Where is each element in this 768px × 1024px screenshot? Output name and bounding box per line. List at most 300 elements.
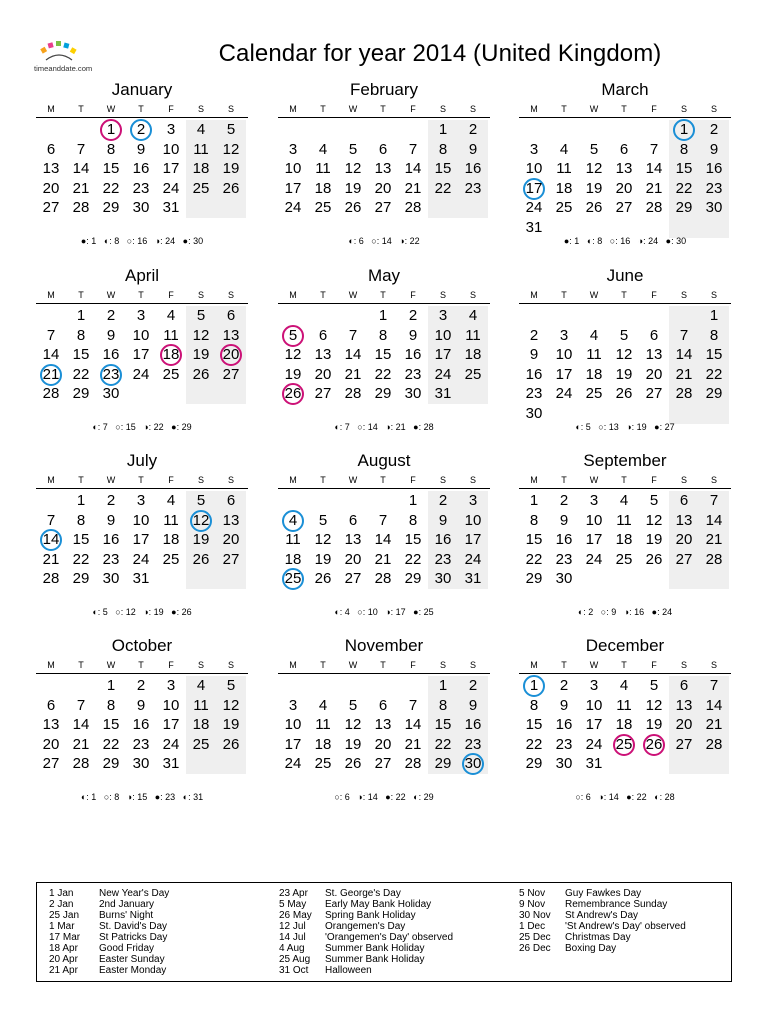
day-cell: 9	[468, 696, 478, 714]
day-cell: 15	[525, 716, 543, 734]
weekday-label: T	[78, 660, 84, 670]
day-cell: 16	[555, 531, 573, 549]
day-cell: 20	[222, 346, 240, 364]
weekday-label: F	[651, 475, 657, 485]
day-cell: 24	[585, 735, 603, 753]
day-cell: 10	[162, 696, 180, 714]
day-cell: 14	[344, 346, 362, 364]
day-cell: 27	[374, 199, 392, 217]
holiday-row	[519, 943, 739, 954]
day-cell: 5	[348, 696, 358, 714]
month-name: May	[367, 266, 401, 285]
weekday-label: S	[680, 290, 687, 300]
weekday-label: M	[530, 475, 538, 485]
day-cell: 5	[226, 677, 236, 694]
weekday-label: T	[621, 104, 627, 114]
day-cell: 9	[559, 511, 569, 529]
day-cell: 8	[106, 140, 116, 158]
day-cell: 30	[102, 570, 120, 588]
day-cell: 16	[102, 346, 120, 364]
day-cell: 26	[192, 550, 210, 568]
day-cell: 7	[46, 326, 56, 344]
day-cell: 13	[675, 511, 693, 529]
holiday-name: St Andrew's Day	[565, 910, 639, 921]
day-cell: 20	[42, 179, 60, 197]
day-cell: 29	[404, 570, 422, 588]
weekday-label: F	[651, 290, 657, 300]
day-cell: 30	[102, 385, 120, 403]
day-cell: 11	[465, 326, 481, 344]
day-cell: 16	[102, 531, 120, 549]
day-cell: 13	[374, 160, 392, 178]
day-cell: 10	[585, 511, 603, 529]
weekday-label: S	[197, 475, 204, 485]
day-cell: 13	[42, 160, 60, 178]
weekday-label: F	[168, 290, 174, 300]
day-cell: 18	[314, 735, 332, 753]
weekday-label: W	[589, 290, 599, 300]
day-cell: 20	[675, 531, 693, 549]
day-cell: 6	[46, 140, 56, 158]
day-cell: 31	[162, 755, 180, 773]
day-cell: 12	[192, 326, 210, 344]
month-name: August	[357, 451, 411, 470]
day-cell: 6	[679, 677, 689, 694]
month-name: March	[601, 80, 649, 99]
month-april	[36, 266, 248, 446]
weekday-label: F	[410, 290, 416, 300]
weekday-label: M	[530, 660, 538, 670]
day-cell: 25	[615, 550, 633, 568]
day-cell: 20	[615, 179, 633, 197]
day-cell: 26	[192, 365, 210, 383]
day-cell: 18	[314, 179, 332, 197]
moon-phases: ○: 6 ◑: 14 ●: 22 ◐: 28	[575, 792, 675, 802]
day-cell: 25	[615, 735, 633, 753]
day-cell: 16	[434, 531, 452, 549]
day-cell: 22	[404, 550, 422, 568]
day-cell: 19	[585, 179, 603, 197]
day-cell: 2	[438, 492, 448, 509]
day-cell: 19	[615, 365, 633, 383]
day-cell: 25	[162, 365, 180, 383]
day-cell: 11	[315, 716, 331, 734]
holiday-name: Halloween	[325, 965, 372, 976]
day-cell: 20	[344, 550, 362, 568]
header-rule	[278, 303, 490, 304]
day-cell: 24	[585, 550, 603, 568]
day-cell: 13	[645, 346, 663, 364]
weekday-label: T	[320, 475, 326, 485]
day-cell: 9	[438, 511, 448, 529]
day-cell: 27	[675, 735, 693, 753]
holiday-name: Orangemen's Day	[325, 921, 406, 932]
weekday-label: F	[410, 475, 416, 485]
holiday-date: 21 Apr	[49, 965, 78, 976]
day-cell: 18	[192, 160, 210, 178]
day-cell: 29	[72, 570, 90, 588]
holiday-row	[519, 932, 739, 943]
holiday-date: 1 Mar	[49, 921, 75, 932]
page-title: Calendar for year 2014 (United Kingdom)	[218, 40, 662, 67]
day-cell: 3	[589, 492, 599, 509]
day-cell: 2	[408, 307, 418, 324]
holiday-name: Early May Bank Holiday	[325, 899, 432, 910]
day-cell: 11	[616, 696, 632, 714]
day-cell: 26	[314, 570, 332, 588]
weekday-label: S	[197, 290, 204, 300]
header-rule	[519, 673, 731, 674]
day-cell: 16	[404, 346, 422, 364]
month-name: December	[585, 636, 665, 655]
day-cell: 29	[525, 755, 543, 773]
month-may	[278, 266, 490, 446]
day-cell: 8	[709, 326, 719, 344]
logo-text: timeanddate.com	[34, 64, 93, 73]
month-name: October	[111, 636, 173, 655]
day-cell: 17	[162, 160, 180, 178]
weekday-label: T	[78, 104, 84, 114]
holiday-row	[279, 954, 499, 965]
day-cell: 22	[525, 735, 543, 753]
day-cell: 20	[314, 365, 332, 383]
day-cell: 17	[162, 716, 180, 734]
day-cell: 12	[645, 511, 663, 529]
day-cell: 22	[374, 365, 392, 383]
holiday-name: Guy Fawkes Day	[565, 888, 642, 899]
holiday-name: 'Orangemen's Day' observed	[325, 932, 454, 943]
day-cell: 1	[709, 307, 719, 324]
weekday-label: M	[289, 660, 297, 670]
day-cell: 16	[132, 160, 150, 178]
holiday-date: 2 Jan	[49, 899, 74, 910]
day-cell: 8	[76, 326, 86, 344]
weekday-label: F	[168, 104, 174, 114]
day-cell: 7	[649, 140, 659, 158]
weekday-header	[36, 475, 248, 487]
day-cell: 13	[222, 326, 240, 344]
day-cell: 10	[132, 326, 150, 344]
day-cell: 16	[464, 160, 482, 178]
day-cell: 30	[132, 755, 150, 773]
day-cell: 16	[132, 716, 150, 734]
weekday-label: S	[710, 104, 717, 114]
holiday-date: 5 May	[279, 899, 307, 910]
day-cell: 29	[525, 570, 543, 588]
month-march	[519, 80, 731, 260]
day-cell: 25	[162, 550, 180, 568]
day-cell: 10	[284, 160, 302, 178]
day-cell: 22	[434, 735, 452, 753]
header-rule	[519, 303, 731, 304]
month-august	[278, 451, 490, 631]
weekday-label: T	[561, 660, 567, 670]
day-cell: 22	[102, 735, 120, 753]
day-cell: 21	[404, 735, 422, 753]
day-cell: 18	[585, 365, 603, 383]
day-cell: 15	[705, 346, 723, 364]
weekday-label: S	[227, 660, 234, 670]
day-cell: 8	[76, 511, 86, 529]
day-cell: 9	[559, 696, 569, 714]
logo-rays-icon	[40, 41, 76, 60]
weekday-label: S	[197, 104, 204, 114]
day-cell: 28	[404, 199, 422, 217]
weekday-label: S	[469, 660, 476, 670]
day-cell: 24	[464, 550, 482, 568]
month-january	[36, 80, 248, 260]
day-cell: 3	[136, 307, 146, 324]
day-cell: 23	[705, 179, 723, 197]
day-cell: 24	[284, 199, 302, 217]
day-cell: 26	[222, 735, 240, 753]
weekday-label: W	[348, 290, 358, 300]
moon-phases: ●: 1 ◐: 8 ○: 16 ◑: 24 ●: 30	[563, 236, 687, 246]
day-cell: 29	[434, 755, 452, 773]
day-cell: 20	[374, 735, 392, 753]
day-cell: 27	[374, 755, 392, 773]
day-cell: 26	[284, 385, 302, 403]
holiday-date: 17 Mar	[49, 932, 81, 943]
day-cell: 14	[42, 346, 60, 364]
day-cell: 2	[468, 677, 478, 694]
day-cell: 16	[555, 716, 573, 734]
day-cell: 5	[649, 492, 659, 509]
day-cell: 24	[555, 385, 573, 403]
day-cell: 14	[404, 160, 422, 178]
weekday-label: T	[561, 104, 567, 114]
day-cell: 11	[616, 511, 632, 529]
day-cell: 2	[709, 121, 719, 138]
day-cell: 2	[106, 492, 116, 509]
moon-phases: ◐: 4 ○: 10 ◑: 17 ●: 25	[334, 607, 434, 617]
day-cell: 1	[106, 121, 116, 138]
day-cell: 17	[132, 531, 150, 549]
month-july	[36, 451, 248, 631]
day-cell: 9	[709, 140, 719, 158]
holiday-name: Burns' Night	[99, 910, 154, 921]
month-december	[519, 636, 731, 816]
holiday-row	[279, 943, 499, 954]
moon-phases: ◐: 5 ○: 13 ◑: 19 ●: 27	[575, 422, 675, 432]
day-cell: 3	[166, 677, 176, 694]
day-cell: 4	[619, 677, 629, 694]
holiday-name: Spring Bank Holiday	[325, 910, 416, 921]
header-rule	[519, 488, 731, 489]
day-cell: 24	[434, 365, 452, 383]
holiday-row	[49, 932, 269, 943]
day-cell: 7	[679, 326, 689, 344]
day-cell: 4	[619, 492, 629, 509]
day-cell: 19	[344, 735, 362, 753]
day-cell: 3	[288, 696, 298, 714]
day-cell: 27	[344, 570, 362, 588]
weekday-header	[36, 660, 248, 672]
holiday-row	[49, 910, 269, 921]
holiday-date: 12 Jul	[279, 921, 306, 932]
day-cell: 2	[136, 677, 146, 694]
day-cell: 31	[585, 755, 603, 773]
weekday-label: F	[651, 660, 657, 670]
holiday-row	[519, 910, 739, 921]
day-cell: 28	[72, 755, 90, 773]
day-cell: 10	[132, 511, 150, 529]
day-cell: 15	[102, 716, 120, 734]
holiday-date: 25 Aug	[279, 954, 311, 965]
holiday-row	[49, 954, 269, 965]
day-cell: 6	[378, 140, 388, 158]
header-rule	[519, 117, 731, 118]
day-cell: 5	[348, 140, 358, 158]
holiday-row	[519, 921, 739, 932]
day-cell: 31	[525, 219, 543, 236]
weekday-header	[519, 475, 731, 487]
weekday-label: T	[320, 290, 326, 300]
day-cell: 25	[314, 199, 332, 217]
day-cell: 5	[226, 121, 236, 138]
day-cell: 3	[166, 121, 176, 138]
day-cell: 21	[404, 179, 422, 197]
day-cell: 19	[645, 716, 663, 734]
weekday-label: F	[651, 104, 657, 114]
moon-phases: ◐: 1 ○: 8 ◑: 15 ●: 23 ◐: 31	[80, 792, 204, 802]
day-cell: 13	[222, 511, 240, 529]
weekday-label: S	[710, 660, 717, 670]
weekday-label: W	[106, 660, 116, 670]
day-cell: 10	[434, 326, 452, 344]
month-name: June	[606, 266, 644, 285]
day-cell: 4	[468, 307, 478, 324]
day-cell: 6	[679, 492, 689, 509]
holiday-name: Christmas Day	[565, 932, 631, 943]
day-cell: 24	[284, 755, 302, 773]
day-cell: 14	[705, 696, 723, 714]
weekday-header	[278, 475, 490, 487]
holiday-row	[279, 910, 499, 921]
day-cell: 14	[42, 531, 60, 549]
weekday-label: S	[439, 660, 446, 670]
day-cell: 17	[132, 346, 150, 364]
day-cell: 16	[464, 716, 482, 734]
day-cell: 29	[72, 385, 90, 403]
day-cell: 15	[404, 531, 422, 549]
holiday-date: 26 Dec	[519, 943, 551, 954]
day-cell: 9	[136, 696, 146, 714]
day-cell: 19	[222, 716, 240, 734]
day-cell: 25	[192, 179, 210, 197]
day-cell: 28	[705, 550, 723, 568]
holiday-date: 4 Aug	[279, 943, 305, 954]
day-cell: 15	[374, 346, 392, 364]
day-cell: 8	[378, 326, 388, 344]
day-cell: 26	[645, 735, 663, 753]
holiday-date: 14 Jul	[279, 932, 306, 943]
day-cell: 18	[615, 531, 633, 549]
day-cell: 22	[675, 179, 693, 197]
weekday-label: T	[138, 475, 144, 485]
day-cell: 15	[72, 346, 90, 364]
holiday-date: 30 Nov	[519, 910, 551, 921]
day-cell: 27	[675, 550, 693, 568]
day-cell: 31	[464, 570, 482, 588]
day-cell: 12	[344, 716, 362, 734]
day-cell: 19	[284, 365, 302, 383]
day-cell: 12	[222, 696, 240, 714]
holiday-name: Summer Bank Holiday	[325, 943, 425, 954]
holiday-name: 2nd January	[99, 899, 155, 910]
day-cell: 31	[132, 570, 150, 588]
day-cell: 24	[132, 550, 150, 568]
day-cell: 10	[555, 346, 573, 364]
day-cell: 6	[318, 326, 328, 344]
day-cell: 21	[72, 735, 90, 753]
weekday-label: M	[289, 475, 297, 485]
day-cell: 8	[438, 140, 448, 158]
day-cell: 27	[314, 385, 332, 403]
day-cell: 8	[408, 511, 418, 529]
holiday-row	[49, 888, 269, 899]
month-name: September	[583, 451, 667, 470]
day-cell: 27	[222, 365, 240, 383]
holiday-date: 1 Jan	[49, 888, 74, 899]
weekday-label: W	[589, 104, 599, 114]
timeanddate-logo	[34, 38, 104, 74]
day-cell: 27	[222, 550, 240, 568]
weekday-label: T	[138, 290, 144, 300]
holiday-date: 23 Apr	[279, 888, 308, 899]
day-cell: 17	[464, 531, 482, 549]
day-cell: 6	[46, 696, 56, 714]
weekday-label: T	[320, 104, 326, 114]
day-cell: 15	[434, 160, 452, 178]
month-november	[278, 636, 490, 816]
day-cell: 24	[162, 179, 180, 197]
day-cell: 25	[555, 199, 573, 217]
day-cell: 30	[705, 199, 723, 217]
holiday-name: Remembrance Sunday	[565, 899, 668, 910]
day-cell: 3	[468, 492, 478, 509]
day-cell: 16	[705, 160, 723, 178]
weekday-label: M	[47, 475, 55, 485]
weekday-label: S	[439, 104, 446, 114]
holiday-name: Boxing Day	[565, 943, 617, 954]
holiday-column	[279, 888, 499, 976]
day-cell: 11	[163, 326, 179, 344]
weekday-header	[278, 104, 490, 116]
holiday-row	[279, 888, 499, 899]
day-cell: 21	[645, 179, 663, 197]
header-rule	[278, 673, 490, 674]
day-cell: 14	[645, 160, 663, 178]
day-cell: 31	[162, 199, 180, 217]
day-cell: 26	[344, 755, 362, 773]
weekday-label: T	[561, 475, 567, 485]
day-cell: 7	[378, 511, 388, 529]
day-cell: 8	[529, 511, 539, 529]
day-cell: 1	[679, 121, 689, 138]
day-cell: 14	[374, 531, 392, 549]
weekday-label: S	[439, 475, 446, 485]
day-cell: 26	[222, 179, 240, 197]
weekday-label: T	[138, 104, 144, 114]
day-cell: 4	[196, 677, 206, 694]
day-cell: 17	[585, 716, 603, 734]
day-cell: 9	[408, 326, 418, 344]
day-cell: 18	[555, 179, 573, 197]
day-cell: 29	[102, 199, 120, 217]
weekday-label: S	[197, 660, 204, 670]
day-cell: 25	[464, 365, 482, 383]
